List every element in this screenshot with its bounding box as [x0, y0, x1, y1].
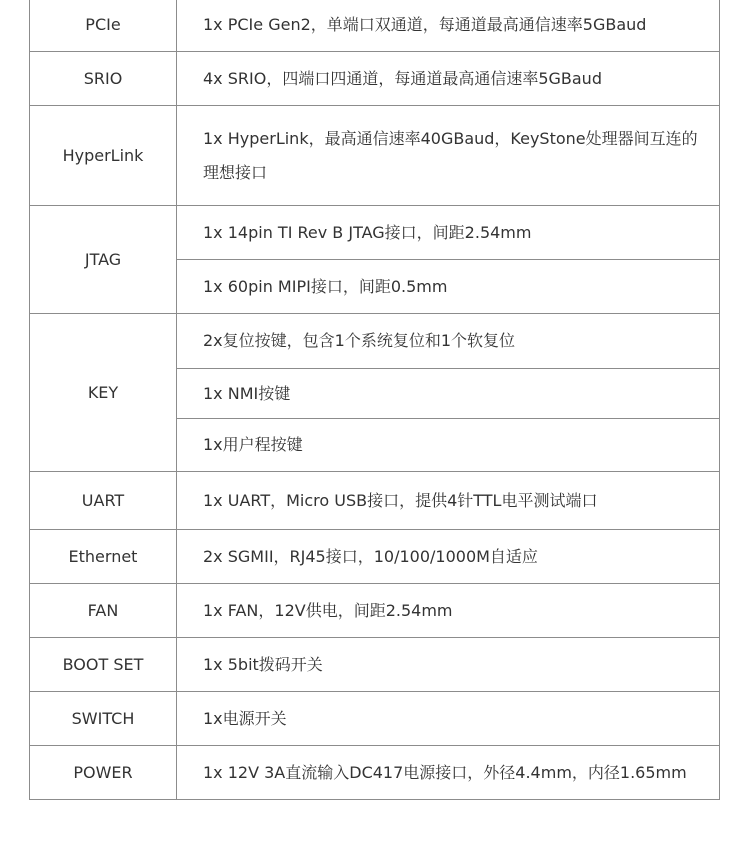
row-desc-key-3: 1x用户程按键 [177, 419, 720, 472]
row-desc-key-2: 1x NMI按键 [177, 369, 720, 419]
spec-table [29, 0, 720, 800]
table-row-key [30, 314, 720, 369]
table-row-hyperlink [30, 106, 720, 206]
row-desc-ethernet: 2x SGMII，RJ45接口，10/100/1000M自适应 [177, 530, 720, 584]
row-desc-uart: 1x UART，Micro USB接口，提供4针TTL电平测试端口 [177, 472, 720, 530]
row-name-switch: SWITCH [30, 692, 177, 746]
table-row-uart [30, 472, 720, 530]
row-name-power: POWER [30, 746, 177, 800]
row-name-hyperlink: HyperLink [30, 106, 177, 206]
row-name-boot-set: BOOT SET [30, 638, 177, 692]
row-name-key: KEY [30, 314, 177, 472]
table-row-srio [30, 52, 720, 106]
table-row-power [30, 746, 720, 800]
row-name-fan: FAN [30, 584, 177, 638]
table-row-ethernet [30, 530, 720, 584]
row-desc-jtag-1: 1x 14pin TI Rev B JTAG接口，间距2.54mm [177, 206, 720, 260]
row-desc-boot-set: 1x 5bit拨码开关 [177, 638, 720, 692]
table-row-fan [30, 584, 720, 638]
row-name-uart: UART [30, 472, 177, 530]
row-desc-jtag-2: 1x 60pin MIPI接口，间距0.5mm [177, 260, 720, 314]
table-row-switch [30, 692, 720, 746]
row-name-ethernet: Ethernet [30, 530, 177, 584]
row-desc-fan: 1x FAN，12V供电，间距2.54mm [177, 584, 720, 638]
row-desc-key-1: 2x复位按键，包含1个系统复位和1个软复位 [177, 314, 720, 369]
row-name-jtag: JTAG [30, 206, 177, 314]
table-row-jtag [30, 206, 720, 260]
row-desc-srio: 4x SRIO，四端口四通道，每通道最高通信速率5GBaud [177, 52, 720, 106]
row-desc-switch: 1x电源开关 [177, 692, 720, 746]
row-desc-pcie: 1x PCIe Gen2，单端口双通道，每通道最高通信速率5GBaud [177, 0, 720, 52]
table-row-boot-set [30, 638, 720, 692]
row-desc-hyperlink: 1x HyperLink，最高通信速率40GBaud，KeyStone处理器间互连的理想接口 [177, 106, 720, 206]
row-desc-power: 1x 12V 3A直流输入DC417电源接口，外径4.4mm，内径1.65mm [177, 746, 720, 800]
table-row-pcie [30, 0, 720, 52]
row-name-srio: SRIO [30, 52, 177, 106]
row-name-pcie: PCIe [30, 0, 177, 52]
